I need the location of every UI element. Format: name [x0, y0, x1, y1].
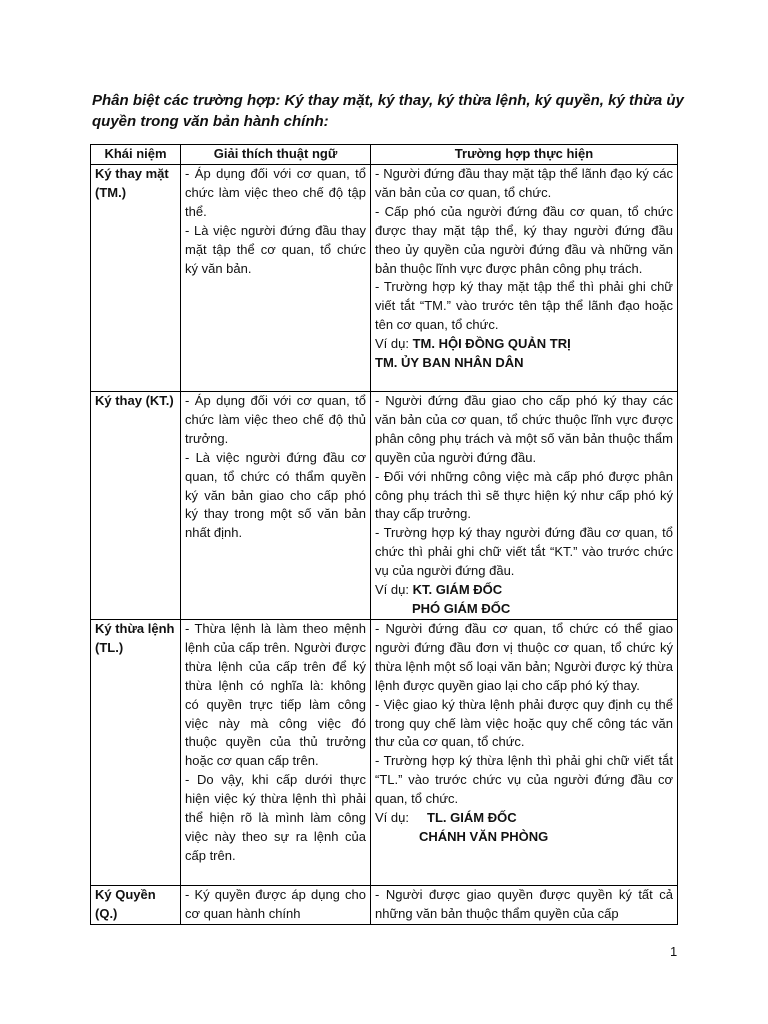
- term-cell: Ký Quyền (Q.): [91, 886, 181, 925]
- header-cases: Trường hợp thực hiện: [371, 145, 678, 165]
- example-value: TL. GIÁM ĐỐC: [427, 810, 517, 826]
- explanation-cell: [181, 392, 371, 620]
- cases-cell: [371, 620, 678, 886]
- explanation-paragraph: - Do vậy, khi cấp dưới thực hiện việc ký thừa lệnh thì phải thể hiện rõ là mình làm công việc này theo sự ra lệnh của cấp trên.: [185, 772, 366, 863]
- example-line: [375, 581, 673, 600]
- explanation-paragraph: - Là việc người đứng đầu thay mặt tập thể cơ quan, tổ chức ký văn bản.: [185, 222, 366, 276]
- example-label: Ví dụ:: [375, 810, 409, 826]
- term-cell: Ký thay mặt (TM.): [91, 165, 181, 392]
- table-header-row: [91, 145, 678, 165]
- cases-cell: [371, 165, 678, 392]
- table-row: [91, 886, 678, 925]
- case-paragraph: - Trường hợp ký thay mặt tập thể thì phải ghi chữ viết tắt “TM.” vào trước tên tập thể lãnh đạo hoặc tên cơ quan, tổ chức.: [375, 279, 673, 333]
- example-line: [375, 335, 673, 354]
- explanation-paragraph: - Ký quyền được áp dụng cho cơ quan hành chính: [185, 887, 366, 921]
- document-title: Phân biệt các trường hợp: Ký thay mặt, ký thay, ký thừa lệnh, ký quyền, ký thừa ủy quyền trong văn bản hành chính:: [92, 92, 684, 130]
- example-label: Ví dụ:: [375, 582, 409, 598]
- example-line: CHÁNH VĂN PHÒNG: [419, 828, 549, 844]
- table-row: [91, 392, 678, 620]
- example-label: Ví dụ:: [375, 336, 409, 352]
- case-paragraph: - Người đứng đầu giao cho cấp phó ký thay các văn bản của cơ quan, tổ chức thuộc lĩnh vực được phân công phụ trách và một số văn bản thuộc thẩm quyền của người đứng đầu.: [375, 393, 673, 465]
- term-cell: Ký thay (KT.): [91, 392, 181, 620]
- case-paragraph: - Cấp phó của người đứng đầu cơ quan, tổ chức được thay mặt tập thể, ký thay người đứng đầu theo ủy quyền của người đứng đầu và những văn bản thuộc lĩnh vực được phân công phụ trách.: [375, 203, 673, 276]
- explanation-paragraph: - Áp dụng đối với cơ quan, tổ chức làm việc theo chế độ tập thể.: [185, 166, 366, 219]
- header-explanation: Giải thích thuật ngữ: [181, 145, 371, 165]
- explanation-paragraph: - Là việc người đứng đầu cơ quan, tổ chức có thẩm quyền ký văn bản giao cho cấp phó ký thay trong một số văn bản nhất định.: [185, 449, 366, 541]
- explanation-paragraph: - Thừa lệnh là làm theo mệnh lệnh của cấp trên. Người được thừa lệnh của cấp trên để ký thừa lệnh có nghĩa là: không có quyền trực tiếp làm công việc này mà công việc đó thuộc quyền của thủ trưởng hoặc cơ quan cấp trên.: [185, 621, 366, 769]
- explanation-cell: [181, 886, 371, 925]
- cases-cell: [371, 392, 678, 620]
- table-row: [91, 165, 678, 392]
- example-value: KT. GIÁM ĐỐC: [412, 582, 503, 598]
- comparison-table: [90, 144, 678, 925]
- page-number: 1: [670, 944, 678, 959]
- example-line: [375, 809, 673, 828]
- case-paragraph: - Người được giao quyền được quyền ký tất cả những văn bản thuộc thẩm quyền của cấp: [375, 887, 673, 921]
- explanation-cell: [181, 620, 371, 886]
- example-line: PHÓ GIÁM ĐỐC: [412, 600, 511, 616]
- cases-cell: [371, 886, 678, 925]
- case-paragraph: - Người đứng đầu thay mặt tập thể lãnh đạo ký các văn bản của cơ quan, tổ chức.: [375, 166, 673, 200]
- table-row: [91, 620, 678, 886]
- case-paragraph: - Trường hợp ký thừa lệnh thì phải ghi chữ viết tắt “TL.” vào trước chức vụ của người đứng đầu cơ quan, tổ chức.: [375, 753, 673, 807]
- case-paragraph: - Đối với những công việc mà cấp phó được phân công phụ trách thì sẽ thực hiện ký như cấp phó ký thay cấp trưởng.: [375, 468, 673, 522]
- example-line: TM. ỦY BAN NHÂN DÂN: [375, 355, 524, 371]
- term-cell: Ký thừa lệnh (TL.): [91, 620, 181, 886]
- example-value: TM. HỘI ĐỒNG QUẢN TRỊ: [412, 336, 571, 352]
- header-concept: Khái niệm: [91, 145, 181, 165]
- case-paragraph: - Người đứng đầu cơ quan, tổ chức có thể giao người đứng đầu đơn vị thuộc cơ quan, tổ chức ký thừa lệnh một số loại văn bản; Người được ký thừa lệnh được quyền giao lại cho cấp phó ký thay.: [375, 621, 673, 693]
- case-paragraph: - Việc giao ký thừa lệnh phải được quy định cụ thể trong quy chế làm việc hoặc quy chế công tác văn thư của cơ quan, tổ chức.: [375, 696, 673, 750]
- explanation-cell: [181, 165, 371, 392]
- case-paragraph: - Trường hợp ký thay người đứng đầu cơ quan, tổ chức thì phải ghi chữ viết tắt “KT.” vào trước chức vụ của người đứng đầu.: [375, 525, 673, 579]
- explanation-paragraph: - Áp dụng đối với cơ quan, tổ chức làm việc theo chế độ thủ trưởng.: [185, 393, 366, 446]
